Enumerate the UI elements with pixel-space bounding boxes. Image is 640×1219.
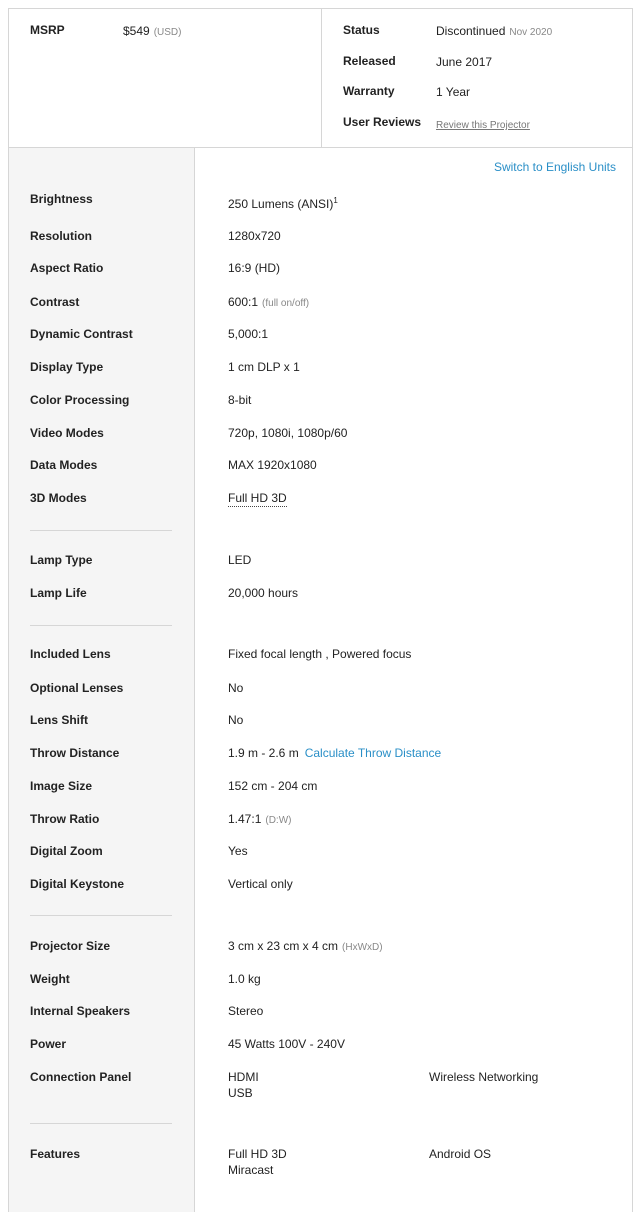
connection-item: HDMI [228, 1070, 259, 1084]
features-label: Features [30, 1147, 81, 1161]
msrp-currency: (USD) [153, 27, 182, 38]
3d-modes-tooltip-term[interactable]: Full HD 3D [228, 491, 287, 505]
contrast-note: (full on/off) [262, 298, 310, 309]
lamp-type-label: Lamp Type [30, 553, 93, 567]
digital-keystone-label: Digital Keystone [30, 877, 125, 891]
video-modes-label: Video Modes [30, 426, 104, 440]
display-type-value: 1 cm DLP x 1 [228, 360, 300, 374]
group-separator [30, 1123, 172, 1124]
contrast-label: Contrast [30, 295, 80, 309]
summary-divider [321, 9, 322, 147]
optional-lenses-value: No [228, 681, 244, 695]
data-modes-label: Data Modes [30, 458, 98, 472]
calculate-throw-distance-link[interactable]: Calculate Throw Distance [304, 746, 442, 760]
weight-label: Weight [30, 972, 70, 986]
switch-units-link[interactable]: Switch to English Units [493, 160, 616, 174]
group-separator [30, 915, 172, 916]
projector-size-value [228, 939, 383, 953]
brightness-text: 250 Lumens (ANSI) [228, 197, 334, 211]
lamp-life-label: Lamp Life [30, 586, 87, 600]
color-processing-label: Color Processing [30, 393, 130, 407]
status-value [436, 24, 552, 38]
display-type-label: Display Type [30, 360, 104, 374]
review-projector-link-wrap [436, 117, 530, 131]
msrp-label: MSRP [30, 23, 65, 37]
throw-distance-value [228, 746, 441, 760]
contrast-value [228, 295, 309, 309]
lens-shift-value: No [228, 713, 244, 727]
projector-size-text: 3 cm x 23 cm x 4 cm [228, 939, 339, 953]
throw-ratio-text: 1.47:1 [228, 812, 262, 826]
3d-modes-label: 3D Modes [30, 491, 87, 505]
included-lens-value: Fixed focal length , Powered focus [228, 647, 412, 661]
weight-value: 1.0 kg [228, 972, 261, 986]
resolution-label: Resolution [30, 229, 92, 243]
dynamic-contrast-value: 5,000:1 [228, 327, 269, 341]
aspect-ratio-value: 16:9 (HD) [228, 261, 281, 275]
color-processing-value: 8-bit [228, 393, 252, 407]
throw-ratio-label: Throw Ratio [30, 812, 100, 826]
summary-section [9, 9, 632, 148]
feature-item: Full HD 3D [228, 1147, 287, 1161]
lamp-type-value: LED [228, 553, 252, 567]
warranty-label: Warranty [343, 84, 395, 98]
released-value: June 2017 [436, 55, 493, 69]
group-separator [30, 530, 172, 531]
lens-shift-label: Lens Shift [30, 713, 89, 727]
power-value: 45 Watts 100V - 240V [228, 1037, 345, 1051]
group-separator [30, 625, 172, 626]
data-modes-value: MAX 1920x1080 [228, 458, 317, 472]
contrast-text: 600:1 [228, 295, 259, 309]
image-size-label: Image Size [30, 779, 93, 793]
projector-size-note: (HxWxD) [342, 942, 383, 953]
msrp-price: $549 [123, 24, 150, 38]
lamp-life-value: 20,000 hours [228, 586, 299, 600]
dynamic-contrast-label: Dynamic Contrast [30, 327, 133, 341]
review-projector-link[interactable]: Review this Projector [436, 120, 530, 131]
brightness-label: Brightness [30, 192, 93, 206]
user-reviews-label: User Reviews [343, 115, 422, 129]
projector-specs-panel [8, 8, 633, 1212]
throw-ratio-note: (D:W) [265, 815, 292, 826]
3d-modes-value [228, 491, 287, 505]
feature-item: Android OS [429, 1147, 492, 1161]
throw-ratio-value [228, 812, 291, 826]
brightness-footnote: 1 [333, 196, 338, 205]
throw-distance-label: Throw Distance [30, 746, 120, 760]
digital-keystone-value: Vertical only [228, 877, 293, 891]
optional-lenses-label: Optional Lenses [30, 681, 124, 695]
connection-panel-label: Connection Panel [30, 1070, 132, 1084]
warranty-value: 1 Year [436, 85, 471, 99]
internal-speakers-value: Stereo [228, 1004, 264, 1018]
included-lens-label: Included Lens [30, 647, 111, 661]
digital-zoom-label: Digital Zoom [30, 844, 103, 858]
digital-zoom-value: Yes [228, 844, 248, 858]
feature-item: Miracast [228, 1163, 274, 1177]
connection-item: Wireless Networking [429, 1070, 539, 1084]
projector-size-label: Projector Size [30, 939, 111, 953]
connection-item: USB [228, 1086, 253, 1100]
released-label: Released [343, 54, 396, 68]
resolution-value: 1280x720 [228, 229, 281, 243]
throw-distance-text: 1.9 m - 2.6 m [228, 746, 299, 760]
internal-speakers-label: Internal Speakers [30, 1004, 131, 1018]
status-date: Nov 2020 [509, 27, 553, 38]
aspect-ratio-label: Aspect Ratio [30, 261, 104, 275]
msrp-value [123, 24, 181, 38]
status-label: Status [343, 23, 380, 37]
image-size-value: 152 cm - 204 cm [228, 779, 318, 793]
brightness-value [228, 196, 338, 211]
status-text: Discontinued [436, 24, 506, 38]
power-label: Power [30, 1037, 67, 1051]
video-modes-value: 720p, 1080i, 1080p/60 [228, 426, 348, 440]
